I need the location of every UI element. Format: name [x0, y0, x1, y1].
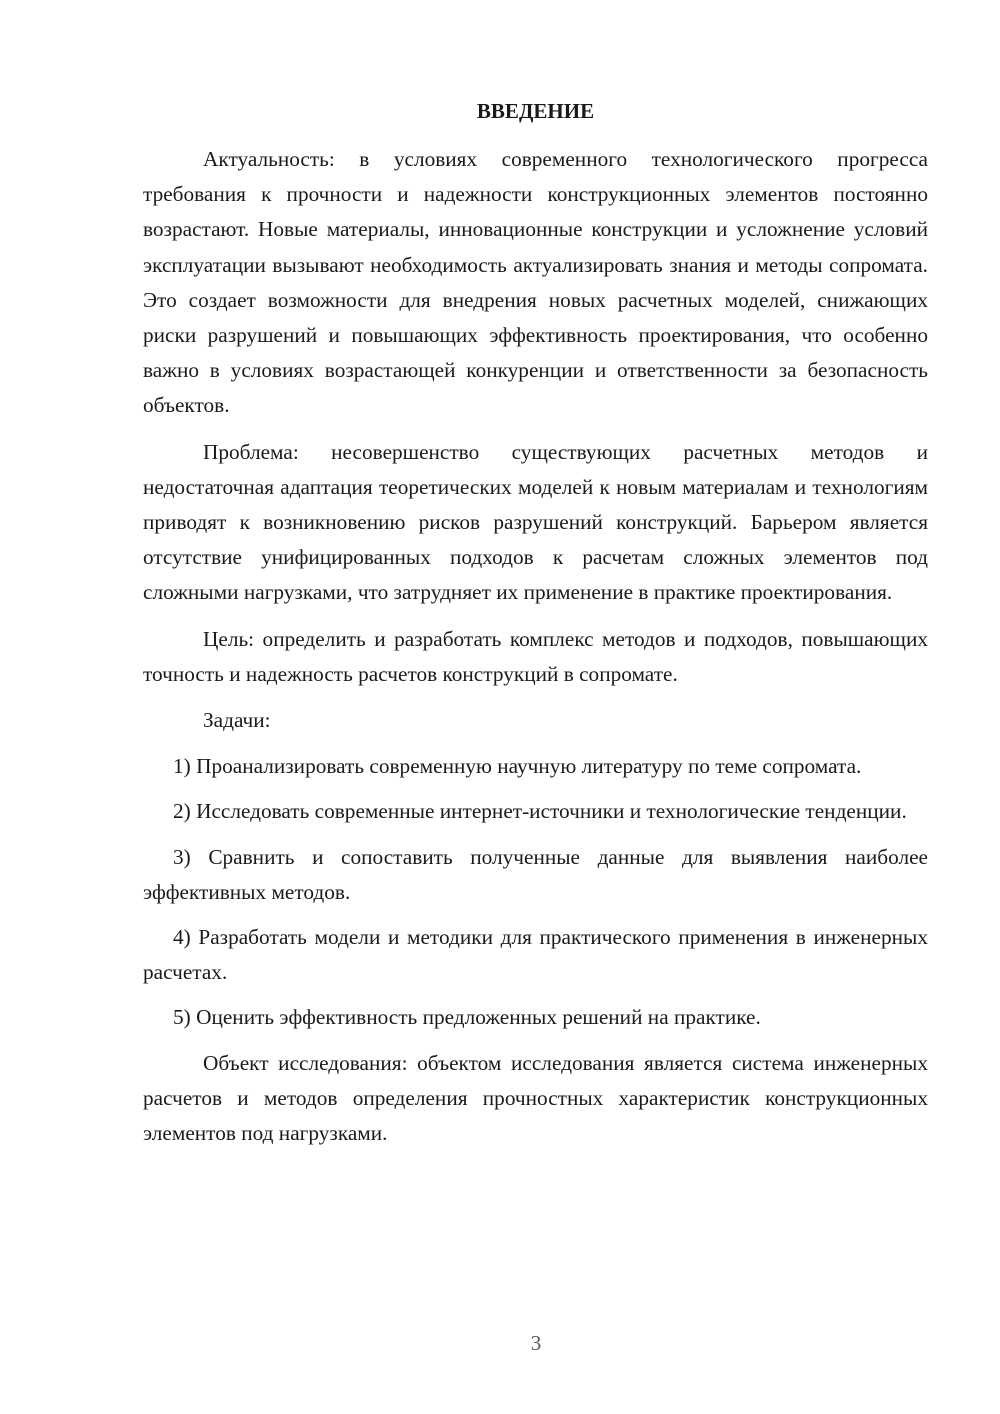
paragraph-relevance: Актуальность: в условиях современного технологического прогресса требования к прочности и надежности конструкционных элементов постоянно возрастают. Новые материалы, инновационные конструкции и усложнение условий эксплуатации вызывают необходимость актуализировать знания и методы сопромата. Это создает возможности для внедрения новых расчетных моделей, снижающих риски разрушений и повышающих эффективность проектирования, что особенно важно в условиях возрастающей конкуренции и ответственности за безопасность объектов. [143, 147, 928, 418]
tasks-heading: Задачи: [203, 708, 271, 733]
paragraph-problem: Проблема: несовершенство существующих расчетных методов и недостаточная адаптация теоретических моделей к новым материалам и технологиям приводят к возникновению рисков разрушений конструкций. Барьером является отсутствие унифицированных подходов к расчетам сложных элементов под сложными нагрузками, что затрудняет их применение в практике проектирования. [143, 439, 928, 605]
document-page [143, 94, 928, 1162]
paragraph-goal: Цель: определить и разработать комплекс методов и подходов, повышающих точность и надежность расчетов конструкций в сопромате. [143, 626, 928, 686]
list-item: 2) Исследовать современные интернет-источники и технологические тенденции. [173, 799, 907, 824]
list-item: 5) Оценить эффективность предложенных решений на практике. [173, 1005, 761, 1030]
section-title: ВВЕДЕНИЕ [476, 99, 595, 123]
list-item: 1) Проанализировать современную научную литературу по теме сопромата. [173, 754, 862, 779]
paragraph-object: Объект исследования: объектом исследования является система инженерных расчетов и методов определения прочностных характеристик конструкционных элементов под нагрузками. [143, 1050, 928, 1146]
page-number: 3 [530, 1331, 542, 1355]
list-item: 4) Разработать модели и методики для практического применения в инженерных расчетах. [143, 925, 928, 985]
list-item: 3) Сравнить и сопоставить полученные данные для выявления наиболее эффективных методов. [143, 844, 928, 904]
tasks-list [143, 749, 928, 1035]
